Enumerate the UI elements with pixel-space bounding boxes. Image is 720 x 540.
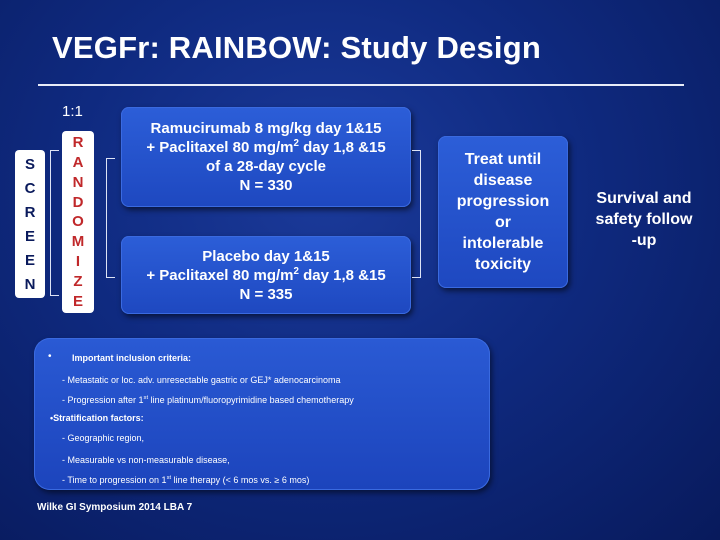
placebo-arm-box bbox=[121, 236, 411, 314]
arm1-n: N = 330 bbox=[239, 177, 293, 194]
arm2-line2: + Paclitaxel 80 $mg/m^2$ day 1,8 &15 bbox=[146, 265, 386, 284]
criteria-bullet: • bbox=[48, 351, 52, 362]
follow-up-label bbox=[586, 188, 702, 251]
randomize-letter: A bbox=[72, 154, 84, 172]
stratification-item: - Time to progression on 1st line therapy (< 6 mos vs. ≥ 6 mos) bbox=[62, 475, 310, 485]
title-divider bbox=[38, 84, 684, 86]
inclusion-heading: Important inclusion criteria: bbox=[72, 353, 192, 363]
arm2-n: N = 335 bbox=[239, 285, 293, 303]
ramucirumab-arm-box bbox=[121, 107, 411, 207]
arm1-line2: + Paclitaxel 80 $mg/m^2$ day 1,8 &15 bbox=[146, 138, 386, 156]
randomize-box bbox=[62, 131, 94, 313]
screen-letter: E bbox=[24, 227, 35, 245]
randomize-letter: O bbox=[72, 213, 84, 231]
treat-line: Treat until bbox=[464, 151, 542, 168]
follow-up-line: Survival and bbox=[596, 190, 692, 207]
treat-line: progression bbox=[456, 193, 550, 210]
follow-up-line: -up bbox=[631, 232, 657, 249]
randomize-letter: M bbox=[71, 233, 85, 251]
screen-letter: N bbox=[24, 275, 36, 293]
arm1-line1: Ramucirumab 8 mg/kg day 1&15 bbox=[150, 120, 382, 137]
treatment-duration-box bbox=[438, 136, 568, 288]
stratification-heading: •Stratification factors: bbox=[50, 413, 144, 423]
randomize-letter: R bbox=[72, 134, 84, 152]
randomization-ratio: 1:1 bbox=[62, 103, 83, 120]
inclusion-item: - Progression after 1st line platinum/fluoropyrimidine based chemotherapy bbox=[62, 395, 354, 405]
randomize-letter: N bbox=[72, 173, 84, 191]
screen-randomize-bracket bbox=[50, 150, 59, 296]
randomize-letter: D bbox=[72, 193, 84, 211]
arm2-line1: Placebo day 1&15 bbox=[202, 247, 330, 265]
screen-box bbox=[15, 150, 45, 298]
inclusion-item: - Metastatic or loc. adv. unresectable gastric or GEJ* adenocarcinoma bbox=[62, 375, 341, 385]
screen-letter: C bbox=[24, 179, 36, 197]
stratification-item: - Geographic region, bbox=[62, 433, 145, 443]
randomize-letter: E bbox=[72, 292, 83, 310]
source-citation: Wilke GI Symposium 2014 LBA 7 bbox=[37, 502, 193, 513]
follow-up-line: safety follow bbox=[595, 211, 693, 228]
arms-treat-bracket bbox=[412, 150, 421, 278]
stratification-item: - Measurable vs non-measurable disease, bbox=[62, 455, 230, 465]
treat-line: disease bbox=[473, 172, 533, 189]
screen-letter: E bbox=[24, 251, 35, 269]
randomize-letter: I bbox=[75, 252, 81, 270]
slide-title: VEGFr: RAINBOW: Study Design bbox=[52, 30, 541, 65]
treat-line: intolerable bbox=[462, 235, 544, 252]
randomize-letter: Z bbox=[73, 272, 83, 290]
arm1-line3: of a 28-day cycle bbox=[205, 158, 327, 175]
treat-line: or bbox=[495, 214, 511, 231]
randomize-arms-bracket bbox=[106, 158, 115, 278]
screen-letter: R bbox=[24, 203, 36, 221]
treat-line: toxicity bbox=[474, 256, 531, 273]
screen-letter: S bbox=[24, 155, 35, 173]
